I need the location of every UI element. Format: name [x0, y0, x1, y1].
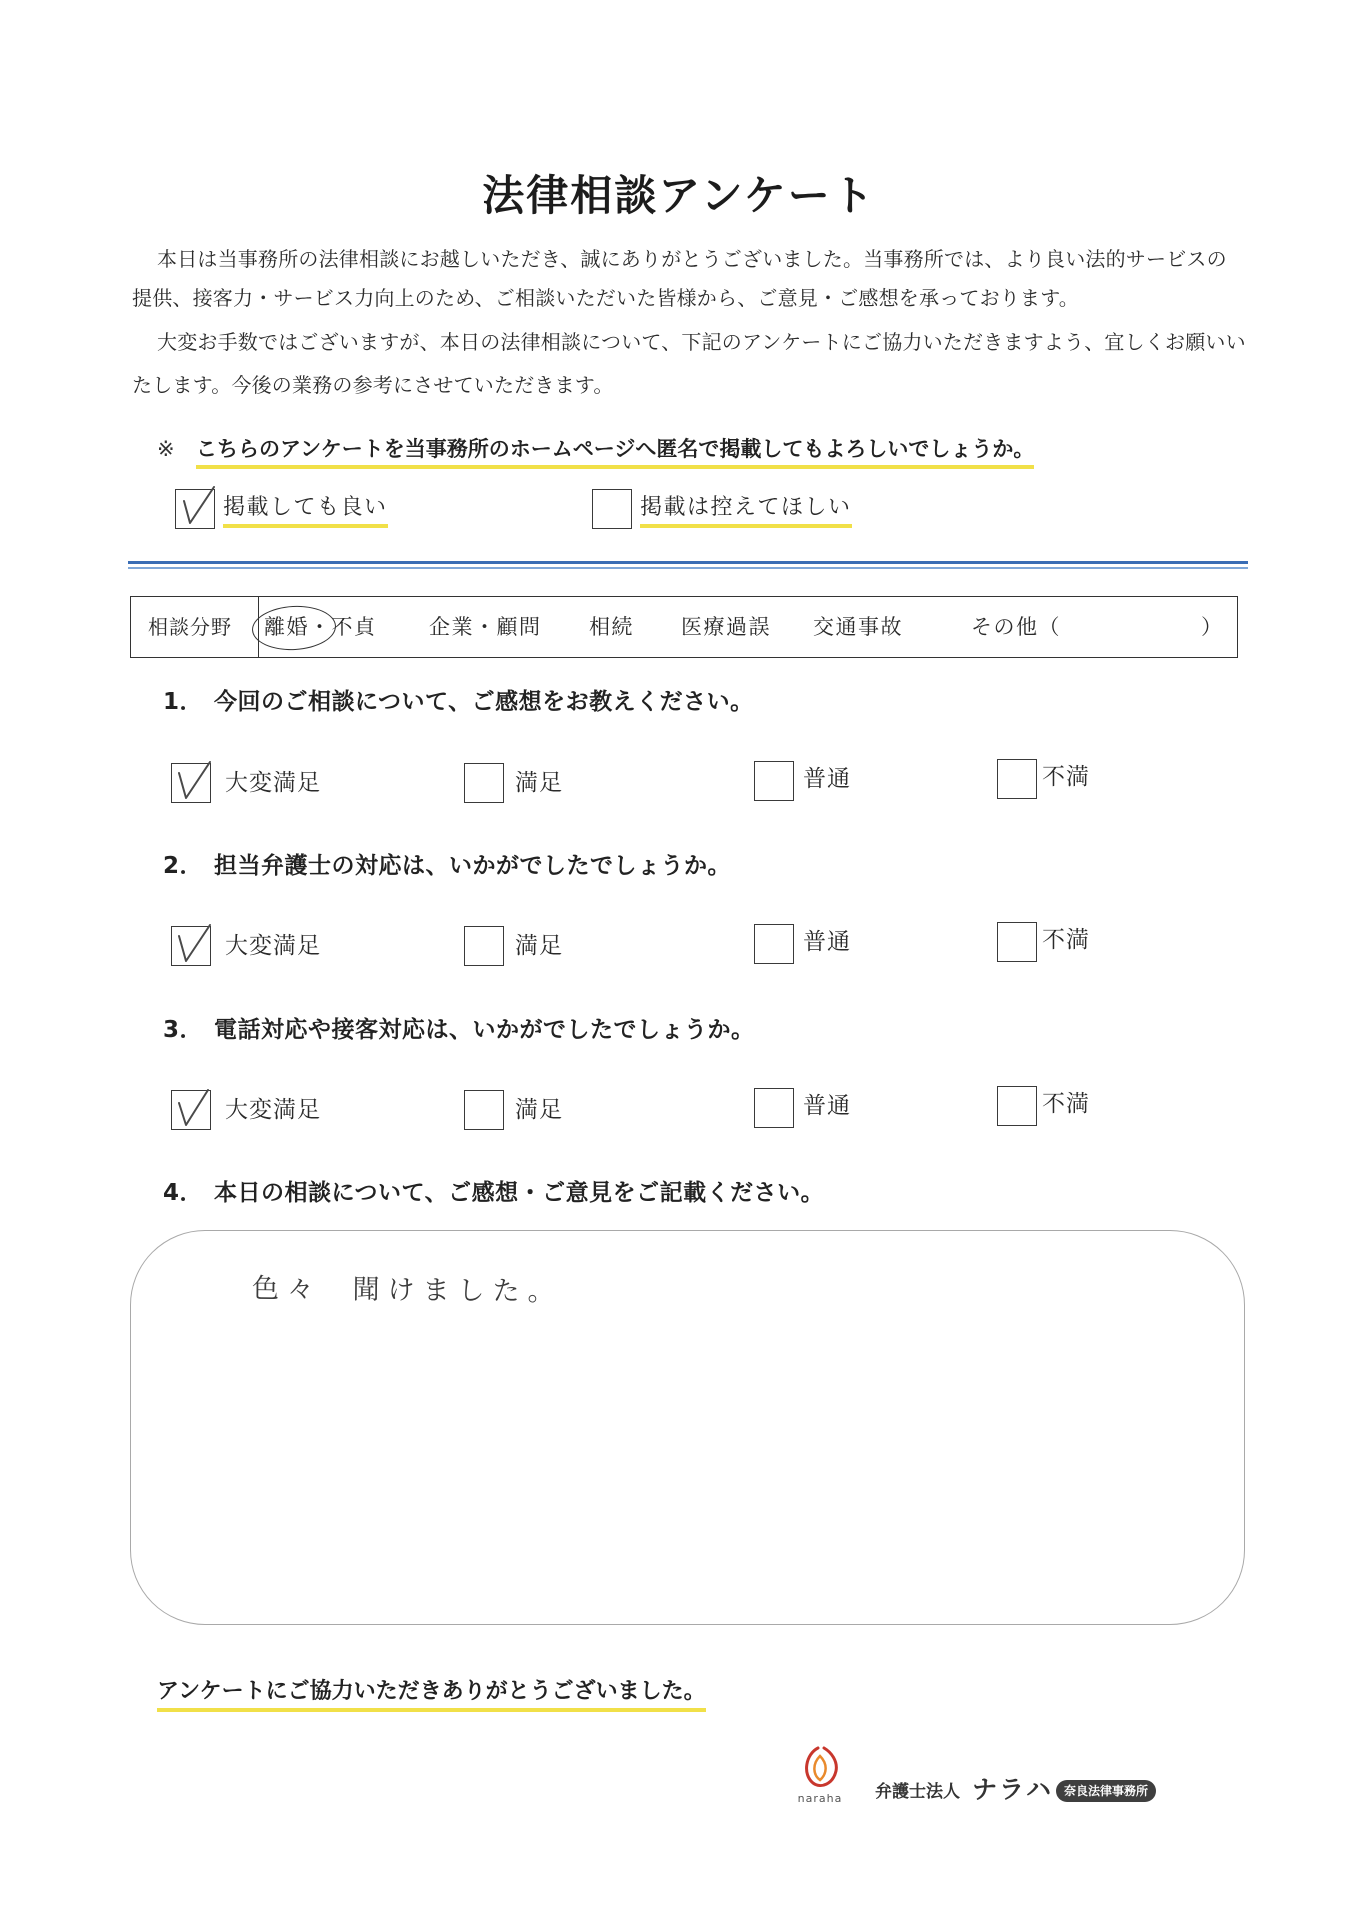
q3-very-satisfied-label: 大変満足	[225, 1097, 321, 1123]
intro-line: 大変お手数ではございますが、本日の法律相談について、下記のアンケートにご協力いただきますよう、宜しくお願いい	[157, 330, 1246, 354]
question-1-number: 1．	[163, 689, 204, 715]
category-label: 相談分野	[148, 615, 232, 639]
category-option-other-close: ）	[1201, 615, 1224, 639]
checkbox-q1-satisfied[interactable]	[464, 763, 504, 803]
checkbox-publish-decline[interactable]	[592, 489, 632, 529]
question-2-number: 2．	[163, 853, 204, 879]
q1-dissatisfied-label: 不満	[1042, 764, 1090, 790]
q2-dissatisfied-label: 不満	[1042, 927, 1090, 953]
category-option-medical[interactable]: 医療過誤	[681, 615, 771, 639]
checkbox-q1-neutral[interactable]	[754, 761, 794, 801]
checkmark-icon	[172, 1091, 212, 1131]
handwritten-answer: 色々 聞けました。	[251, 1273, 563, 1308]
checkbox-q3-satisfied[interactable]	[464, 1090, 504, 1130]
checkmark-icon	[172, 764, 212, 804]
firm-name: ナラハ	[972, 1775, 1054, 1804]
checkmark-icon	[172, 927, 212, 967]
category-box	[130, 596, 1238, 658]
publish-ok-label: 掲載しても良い	[223, 493, 388, 528]
publish-question: こちらのアンケートを当事務所のホームページへ匿名で掲載してもよろしいでしょうか。	[196, 434, 1034, 469]
checkmark-icon	[176, 490, 216, 530]
checkbox-publish-ok[interactable]	[175, 489, 215, 529]
comment-box[interactable]	[130, 1230, 1245, 1625]
q2-neutral-label: 普通	[803, 929, 851, 955]
firm-badge: 奈良法律事務所	[1056, 1780, 1156, 1802]
checkbox-q2-very-satisfied[interactable]	[171, 926, 211, 966]
checkbox-q2-satisfied[interactable]	[464, 926, 504, 966]
category-option-divorce[interactable]	[264, 612, 377, 642]
checkbox-q1-dissatisfied[interactable]	[997, 759, 1037, 799]
category-option-traffic[interactable]: 交通事故	[813, 615, 903, 639]
question-4-number: 4．	[163, 1180, 204, 1206]
question-3-title: 電話対応や接客対応は、いかがでしたでしょうか。	[214, 1017, 755, 1043]
q2-satisfied-label: 満足	[515, 933, 563, 959]
checkbox-q3-dissatisfied[interactable]	[997, 1086, 1037, 1126]
intro-line: 本日は当事務所の法律相談にお越しいただき、誠にありがとうございました。当事務所では、より良い法的サービスの	[157, 247, 1227, 271]
naraha-logo-icon	[800, 1744, 840, 1790]
q3-dissatisfied-label: 不満	[1042, 1091, 1090, 1117]
q1-satisfied-label: 満足	[515, 770, 563, 796]
category-option-circled-text: 離婚	[264, 615, 309, 639]
category-option-text: ・不貞	[309, 615, 377, 639]
intro-line: たします。今後の業務の参考にさせていただきます。	[132, 373, 614, 397]
note-mark: ※	[157, 437, 175, 461]
q2-very-satisfied-label: 大変満足	[225, 933, 321, 959]
checkbox-q1-very-satisfied[interactable]	[171, 763, 211, 803]
checkbox-q2-dissatisfied[interactable]	[997, 922, 1037, 962]
category-option-inheritance[interactable]: 相続	[589, 615, 634, 639]
question-1-title: 今回のご相談について、ご感想をお教えください。	[214, 689, 754, 715]
firm-type: 弁護士法人	[875, 1782, 960, 1802]
q1-very-satisfied-label: 大変満足	[225, 770, 321, 796]
q3-neutral-label: 普通	[803, 1093, 851, 1119]
section-divider	[128, 561, 1248, 569]
closing-message: アンケートにご協力いただきありがとうございました。	[157, 1677, 706, 1712]
intro-line: 提供、接客力・サービス力向上のため、ご相談いただいた皆様から、ご意見・ご感想を承っております。	[132, 286, 1079, 310]
question-3-number: 3．	[163, 1017, 204, 1043]
q3-satisfied-label: 満足	[515, 1097, 563, 1123]
checkbox-q2-neutral[interactable]	[754, 924, 794, 964]
page-title: 法律相談アンケート	[482, 171, 876, 220]
question-4-title: 本日の相談について、ご感想・ご意見をご記載ください。	[214, 1180, 825, 1206]
category-option-corporate[interactable]: 企業・顧問	[429, 615, 542, 639]
checkbox-q3-very-satisfied[interactable]	[171, 1090, 211, 1130]
q1-neutral-label: 普通	[803, 766, 851, 792]
category-option-other[interactable]: その他（	[971, 615, 1061, 639]
publish-decline-label: 掲載は控えてほしい	[640, 493, 852, 528]
logo-caption: naraha	[797, 1792, 843, 1805]
question-2-title: 担当弁護士の対応は、いかがでしたでしょうか。	[214, 853, 731, 879]
checkbox-q3-neutral[interactable]	[754, 1088, 794, 1128]
